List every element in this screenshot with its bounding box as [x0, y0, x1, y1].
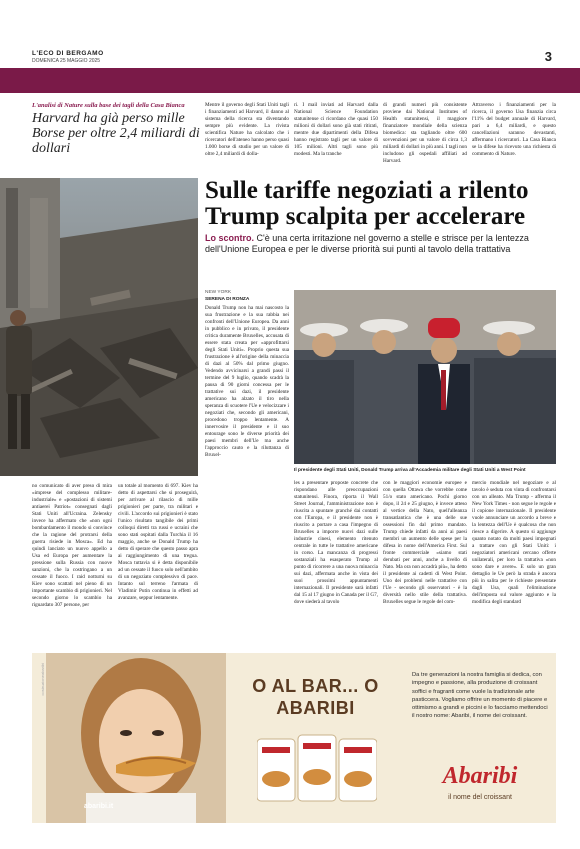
headline-line-1: Sulle tariffe negoziati a rilento — [205, 177, 529, 204]
top-column-1: Mentre il governo degli Stati Uniti tagli i finanziamenti ad Harvard, il danno al sistema della ricerca sta diventando sempre più evidente. La rivista scientifica Nature ha calcolato che i ricercatori dell'ateneo hanno perso quasi 1.000 borse di studio per un valore di oltre 2,4 miliardi di dolla- — [205, 102, 289, 157]
ruins-photo — [0, 178, 198, 476]
ukraine-column-2: un totale al momento di 697. Kiev ha detto di aspettarsi che si proseguirà, per arrivare al rilascio di mille prigionieri per parte, tra militari e civili. L'accordo sui prigionieri è stato l'unico risultato tangibile dei primi colloqui diretti tra russi e ucraini che sono stati ospitati dalla Turchia il 16 maggio, anche se Donald Trump ha detto di sperare che questo passo apra ai raggiungimento di una tregua. Mosca tuttavia si è detta disponibile ad un cessate il fuoco solo nell'ambito di un negoziato complessivo di pace. Intanto sul terreno l'armata di Vladimir Putin continua in effetti ad avanzare, seppur lentamente. — [118, 483, 198, 601]
ad-side-text: costruzioneabaribi — [40, 663, 45, 696]
top-column-2: ri. I mail inviati ad Harvard dalla National Science Foundation statunitense ci ricordano che quasi 150 milioni di dollari sono già stati ritirati, mentre due dipartimenti della Difesa hanno registrato tagli per un valore di 105 milioni. Altri tagli sono più modesti. Ma la tranche — [294, 102, 378, 157]
author-byline: SERENA DI RONZA — [205, 297, 250, 302]
headline-line-2: Trump scalpita per accelerare — [205, 203, 526, 230]
croissant-packages-image — [257, 729, 377, 809]
dateline: NEW YORK — [205, 290, 232, 295]
top-column-4: Attraverso i finanziamenti per la ricerca, il governo Usa finanzia circa l'11% del budget annuale di Harvard, pari a 6,4 miliardi, e questo cancellazioni saranno devastanti, affermano i ricercatori. La Casa Bianca se la difese ha ricevuto una richiesta di commento di Nature. — [472, 102, 556, 157]
lead-label: Lo scontro. — [205, 233, 254, 243]
sidebar-headline: Harvard ha già perso mille Borse per oltre 2,4 miliardi di dollari — [32, 111, 200, 156]
page-number: 3 — [544, 49, 552, 64]
sidebar-kicker: L'analisi di Nature sulla base dei tagli della Casa Bianca — [32, 102, 185, 109]
article-column-3: con le maggiori economie europee e con quella Ottawa che vorrebbe come 51/o stato americano. Pochi giorno dopo, il 24 e 25 giugno, è invece atteso al vertice della Nato, quell'alleanza transatlantica che è una delle sue ossessioni fin dal primo mandato. Trump chiede infatti da anni ai paesi membri un aumento delle spese per la difesa in nome dell'America First. Sul fronte commerciale «siamo stati derubati per anni, anche a livello di Nato. Ma ora non accadrà più», ha detto il presidente ai cadetti di West Point. Uno dei problemi nelle trattative con l'Ue - secondo gli osservatori - è la diversità nello stile della trattativa. Bruxelles segue le regole del com- — [383, 480, 467, 605]
ad-url[interactable]: abaribi.it — [84, 803, 114, 810]
article-column-2: les a presentare proposte concrete che rispondano alle preoccupazioni statunitensi. Finora, riporta il Wall Street Journal, l'amministrazione non è riuscita a spuntare granché dai contatti con l'Europa, e il presidente non è riuscito a portare a casa l'impegno di Bruxelles a imporre nuovi dazi sulle industrie cinesi, elemento ritenuto centrale in tutte le trattative americane in corso. La mancanza di progressi sostanziali ha esasperato Trump al punto di ricorrere a una nuova minaccia sui dazi, affermata anche in vista dei suoi prossimi appuntamenti internazionali. Il presidente sarà infatti dal 15 al 17 giugno in Canada per il G7, dove siederà al tavolo — [294, 480, 378, 605]
header-color-bar — [0, 68, 580, 93]
article-lead — [205, 233, 550, 255]
lead-text: C'è una certa irritazione nel governo a stelle e strisce per la lentezza dell'Unione Europea e per le diverse priorità sui punti al tavolo della trattativa — [205, 233, 529, 254]
ad-copy: Da tre generazioni la nostra famiglia si dedica, con impegno e passione, alla produzione di croissant soffici e fragranti come vuole la tradizionale arte pasticcera. Vogliamo offrire un momento di piacere e ottimismo a grandi e piccini e lo facciamo mettendoci il nostro nome: Abaribi, il nome dei croissant. — [412, 672, 548, 720]
photo-caption: Il presidente degli Stati Uniti, Donald Trump arriva all'Accademia militare degli Stati Uniti a West Point — [294, 468, 526, 473]
top-column-3: di grandi numeri più consistente proviene dai National Institutes of Health statunitensi, il maggiore finanziatore mondiale della scienza biomedica: sta tagliando oltre 600 sovvenzioni per un valore di circa 1,3 miliardi di dollari in più anni. I tagli non includono gli ospedali affiliati ad Harvard. — [383, 102, 467, 164]
ukraine-column-1: no comunicato di aver preso di mira «imprese del complesso militare-industriale» e «postazioni di sistemi antiaerei Patriot» consegnati dagli Stati Uniti all'Ucraina. Zelensky invece ha affermato che «non ogni bombardamento il mondo si convince che la ragione del protrarsi della guerra risiede in Mosca». Ed ha quindi lanciato un nuovo appello a Usa ed Europa per aumentare la pressione sulla Russia con nuove sanzioni, che la costringano a un cessate il fuoco. I raid notturni su Kiev sono scattati nel pieno di un importante scambio di prigionieri. Nel secondo giorno lo scambio ha riguardato 307 persone, per — [32, 483, 112, 608]
trump-photo — [294, 290, 556, 464]
ad-brand-logo[interactable]: Abaribi — [442, 763, 518, 789]
article-column-1: Donald Trump non ha mai nascosto la sua frustrazione e la sua rabbia nei confronti dell'Unione Europea. Da anni in pubblico e in privato, il presidente critica duramente Bruxelles, accusata di essere stata creata per «approfittarsi degli Stati Uniti». Proprio questa sua frustrazione è all'origine della minaccia di dazi al 50% dal primo giugno. Vedendo avvicinarsi a grandi passi il termine del 9 luglio, quando scadrà la pausa di 90 giorni concessa per le trattative sui dazi, il presidente americano ha alzato il tiro nella speranza di scuotere l'Ue e velocizzare i negoziati che, secondo gli americani, procedono troppo lentamente. A innervosire il presidente e il suo entourage sono le diverse priorità dei paesi membri dell'Ue ma anche l'approccio cauto e la riluttanza di Bruxel- — [205, 305, 289, 458]
abaribi-advertisement[interactable] — [32, 653, 556, 823]
masthead-title: L'ECO DI BERGAMO — [32, 50, 104, 57]
woman-eating-croissant-image — [46, 653, 226, 823]
article-column-4: mercio mondiale nel negoziare e al tavolo è seduta con vinta di confrontarsi con un alleato. Ma Trump - afferma il New York Times - non segue le regole e il copione internazionale. Il presidente vuole annunciare un accordo a breve e la lentezza dell'Ue è qualcosa che non riesce a digerire. A questo si aggiunge quanto notato da molti paesi impegnati a trattare con gli Stati Uniti: i negoziatori americani cercano offerte unilaterali, per loro la trattativa «non sono dare e avere». E solo un gran dettaglio le Ue però la strada è ancora più in salita per le richieste presentate dagli Usa, quali l'eliminazione dell'imposta sul valore aggiunto e la modifica degli standard — [472, 480, 556, 605]
masthead-date: DOMENICA 25 MAGGIO 2025 — [32, 58, 101, 64]
article-headline — [205, 178, 555, 230]
ad-headline: O AL BAR... O ABARIBI — [252, 676, 379, 718]
ad-tagline: il nome del croissant — [448, 794, 512, 801]
